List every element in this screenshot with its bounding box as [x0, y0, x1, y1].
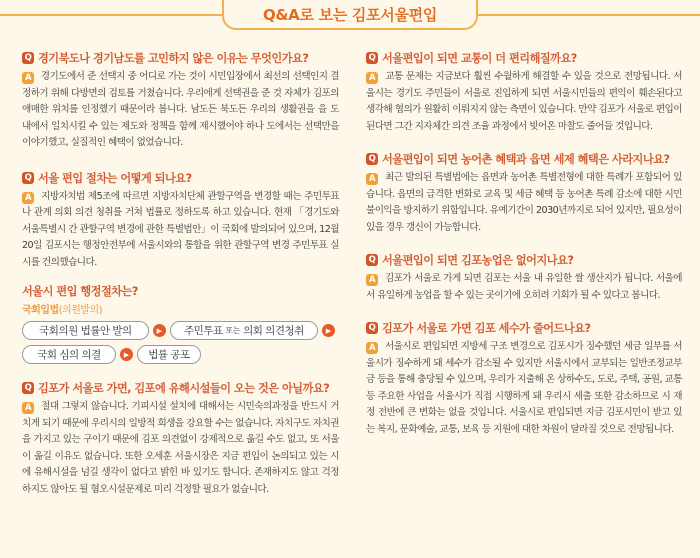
q-badge-icon: Q: [22, 382, 34, 394]
answer: [366, 69, 682, 135]
question-text: 서울 편입 절차는 어떻게 되나요?: [38, 171, 192, 185]
question-text: 김포가 서울로 가면, 김포에 유해시설들이 오는 것은 아닐까요?: [38, 382, 330, 395]
process-step-resolution: 국회 심의 의결: [22, 345, 116, 364]
answer: [22, 189, 339, 272]
process-step-bill: 국회의원 법률안 발의: [22, 321, 149, 340]
question: [366, 320, 682, 336]
qa-item: [22, 170, 339, 272]
answer-text: 최근 발의된 특별법에는 읍면과 농어촌 특별전형에 대한 특례가 포함되어 있습니다. 읍면의 급격한 변화로 교육 및 세금 혜택 등 농어촌 특례 감소에 대한 시민 불이익을 방지하기 위함입니다. 유예기간이 2030년까지로 되어 있지만, 필요성이 있을 경우 갱신이 가능합니다.: [366, 172, 682, 233]
process-step-vote-a: 주민투표: [184, 325, 223, 337]
answer-text: 김포가 서울로 가게 되면 김포는 서울 내 유일한 쌀 생산지가 됩니다. 서울에서 유일하게 농업을 할 수 있는 곳이기에 오히려 기회가 될 수 있다고 봅니다.: [366, 273, 682, 301]
arrow-right-icon: ▶: [322, 324, 335, 337]
question-text: 김포가 서울로 가면 김포 세수가 줄어드나요?: [382, 322, 591, 335]
question-text: 서울편입이 되면 교통이 더 편리해질까요?: [382, 52, 577, 65]
process-subtitle-bold: 국회입법: [22, 305, 59, 316]
q-badge-icon: Q: [366, 52, 378, 64]
answer: [366, 339, 682, 438]
qa-item: [22, 50, 339, 152]
process-flow-row-1: [22, 321, 339, 340]
page-title: Q&A로 보는 김포서울편입: [262, 5, 438, 24]
answer-text: 서울시로 편입되면 지방세 구조 변경으로 김포시가 징수했던 세금 일부를 서울시가 징수하게 돼 세수가 감소될 수 있지만 서울시에서 교부되는 일반조정교부금 등을 통해 충당될 수 있으며, 우리가 지출해 온 상하수도, 도로, 주택, 공원, 교통 등 주요한 사업을 서울시가 직접 시행하게 돼 우리시 세출 또한 감소하므로 시 재정 전반에 큰 변화는 없을 것입니다. 서울시로 편입되면 지금 김포시민이 받고 있는 복지, 문화예술, 교통, 보육 등 지원에 대한 차원이 달라질 것으로 전망됩니다.: [366, 341, 682, 435]
a-badge-icon: A: [366, 173, 378, 185]
question: [366, 50, 682, 66]
question: [22, 380, 339, 396]
answer-text: 교통 문제는 지금보다 훨씬 수월하게 해결할 수 있을 것으로 전망됩니다. 서울시는 경기도 주민들이 서울로 진입하게 되면 서울시민들의 편익이 훼손된다고 생각해 협의가 원활히 이뤄지지 않는 측면이 있습니다. 만약 김포가 서울로 편입이 된다면 그간 지자체간 의견 조율 과정에서 빚어온 마찰도 줄어들 것입니다.: [366, 71, 683, 132]
left-column: [22, 50, 339, 498]
question: [22, 50, 339, 66]
qa-item: [366, 151, 682, 236]
a-badge-icon: A: [22, 402, 34, 414]
answer: [22, 69, 339, 152]
process-step-promulgation: 법률 공포: [137, 345, 201, 364]
q-badge-icon: Q: [366, 254, 378, 266]
qa-item: [366, 252, 682, 304]
process-step-vote-or: 또는: [225, 326, 241, 335]
arrow-right-icon: ▶: [120, 348, 133, 361]
right-column: [366, 50, 682, 438]
process-step-vote-b: 의회 의견청취: [243, 325, 304, 337]
answer: [366, 271, 682, 304]
process-subtitle-rest: (의원발의): [58, 305, 103, 316]
a-badge-icon: A: [366, 72, 378, 84]
a-badge-icon: A: [22, 72, 34, 84]
question-text: 경기북도나 경기남도를 고민하지 않은 이유는 무엇인가요?: [38, 52, 309, 65]
answer-text: 지방자치법 제5조에 따르면 지방자치단체 관할구역을 변경할 때는 주민투표나 관계 의회 의견 청취를 거쳐 법률로 정하도록 하고 있습니다. 현재 「경기도와 서울특별시 간 관할구역 변경에 관한 특별법안」이 국회에 발의되어 있으며, 12월 20일 김포시는 행정안전부에 서울시와의 통합을 위한 관할구역 변경 주민투표 실시를 건의했습니다.: [22, 190, 340, 268]
q-badge-icon: Q: [22, 172, 34, 184]
question: [22, 170, 339, 186]
title-box: [222, 0, 478, 30]
question-text: 서울편입이 되면 농어촌 혜택과 읍면 세제 혜택은 사라지나요?: [382, 153, 670, 166]
a-badge-icon: A: [22, 192, 34, 204]
q-badge-icon: Q: [366, 153, 378, 165]
qa-item: [366, 320, 682, 438]
arrow-right-icon: ▶: [153, 324, 166, 337]
process-title: 서울시 편입 행정절차는?: [22, 285, 138, 298]
answer-text: 경기도에서 준 선택지 중 어디로 가는 것이 시민입장에서 최선의 선택인지 결정하기 위해 다방면의 검토를 거쳤습니다. 우리에게 선택권을 준 것 자체가 김포의 애매한 위치를 인정했기 때문이라 봅니다. 남도든 북도든 우리의 생활권을 을 도 내에서 일치시킬 수 있는 제도와 정책을 함께 제시했어야 하나 도에서는 선택만을 이야기했고, 실질적인 혜택이 없었습니다.: [22, 71, 339, 148]
qa-item: [366, 50, 682, 135]
answer: [366, 170, 682, 236]
process-subtitle: [22, 301, 339, 316]
answer-text: 절대 그렇지 않습니다. 기피시설 설치에 대해서는 시민숙의과정을 반드시 거치게 되기 때문에 우리시의 일방적 희생을 강요할 수는 없습니다. 자치구도 자치권을 가지고 있는 구이기 때문에 김포 의견없이 강제적으로 옮길 수도 없고, 또 서울이 옮길 이유도 없습니다. 또한 오세훈 서울시장은 지금 편입이 논의되고 있는 시에 유해시설을 넘길 생각이 없다고 밝힌 바 있기도 합니다. 존재하지도 않고 걱정하지도 않아도 될 혐오시설문제로 미리 걱정할 필요가 없습니다.: [22, 401, 339, 495]
a-badge-icon: A: [366, 274, 378, 286]
q-badge-icon: Q: [366, 322, 378, 334]
qa-item: [22, 380, 339, 498]
q-badge-icon: Q: [22, 52, 34, 64]
question-text: 서울편입이 되면 김포농업은 없어지나요?: [382, 254, 574, 267]
process-step-vote: [170, 321, 318, 340]
process-flow-row-2: [22, 345, 339, 364]
question: [366, 252, 682, 268]
answer: [22, 399, 339, 498]
question: [366, 151, 682, 167]
a-badge-icon: A: [366, 342, 378, 354]
